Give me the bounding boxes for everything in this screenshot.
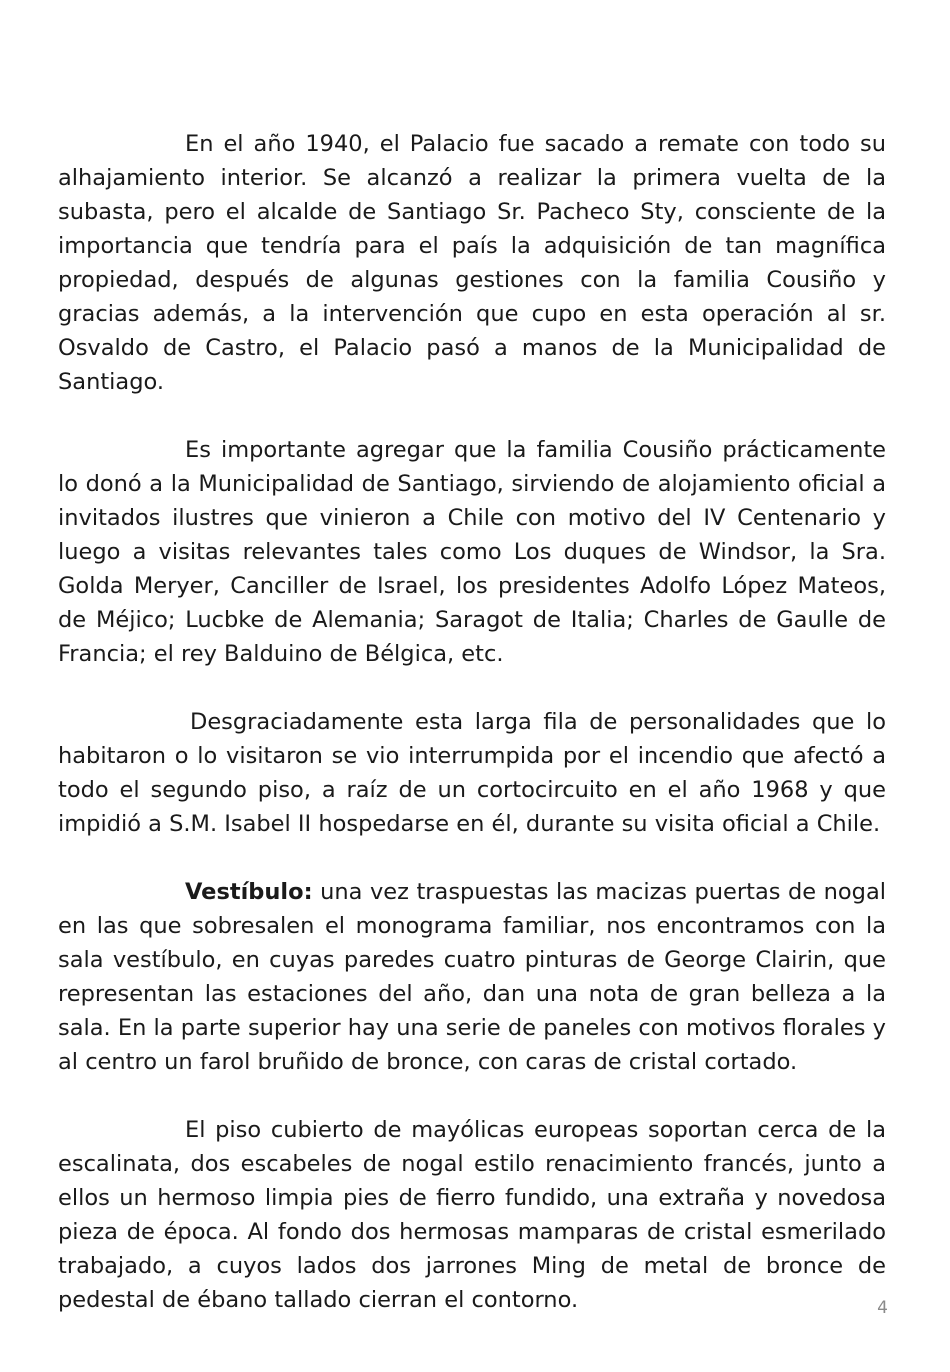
paragraph-text: Desgraciadamente esta larga fila de personalidades que lo habitaron o lo visitaron se vio interrumpida por el incendio que afectó a todo el segundo piso, a raíz de un cortocircuito en el año 1968 y que impidió a S.M. Isabel II hospedarse en él, durante su visita oficial a Chile. [58,709,886,837]
paragraph-text: Es importante agregar que la familia Cousiño prácticamente lo donó a la Municipalidad de Santiago, sirviendo de alojamiento oficial a invitados ilustres que vinieron a Chile con motivo del IV Centenario y luego a visitas relevantes tales como Los duques de Windsor, la Sra. Golda Meryer, Canciller de Israel, los presidentes Adolfo López Mateos, de Méjico; Lucbke de Alemania; Saragot de Italia; Charles de Gaulle de Francia; el rey Balduino de Bélgica, etc. [58,437,886,667]
paragraph-vestibulo [58,875,886,1079]
paragraph-piso [58,1113,886,1317]
paragraph-text: En el año 1940, el Palacio fue sacado a remate con todo su alhajamiento interior. Se alcanzó a realizar la primera vuelta de la subasta, pero el alcalde de Santiago Sr. Pacheco Sty, consciente de la importancia que tendría para el país la adquisición de tan magnífica propiedad, después de algunas gestiones con la familia Cousiño y gracias además, a la intervención que cupo en esta operación al sr. Osvaldo de Castro, el Palacio pasó a manos de la Municipalidad de Santiago. [58,131,886,395]
paragraph-text: una vez traspuestas las macizas puertas de nogal en las que sobresalen el monograma familiar, nos encontramos con la sala vestíbulo, en cuyas paredes cuatro pinturas de George Clairin, que representan las estaciones del año, dan una nota de gran belleza a la sala. En la parte superior hay una serie de paneles con motivos florales y al centro un farol bruñido de bronce, con caras de cristal cortado. [58,879,886,1075]
page-number: 4 [877,1298,888,1318]
paragraph-donacion [58,433,886,671]
paragraph-text: El piso cubierto de mayólicas europeas soportan cerca de la escalinata, dos escabeles de nogal estilo renacimiento francés, junto a ellos un hermoso limpia pies de fierro fundido, una extraña y novedosa pieza de época. Al fondo dos hermosas mamparas de cristal esmerilado trabajado, a cuyos lados dos jarrones Ming de metal de bronce de pedestal de ébano tallado cierran el contorno. [58,1117,886,1313]
document-body [58,127,886,1351]
paragraph-remate [58,127,886,399]
section-heading-vestibulo: Vestíbulo: [185,879,313,905]
paragraph-incendio [58,705,886,841]
